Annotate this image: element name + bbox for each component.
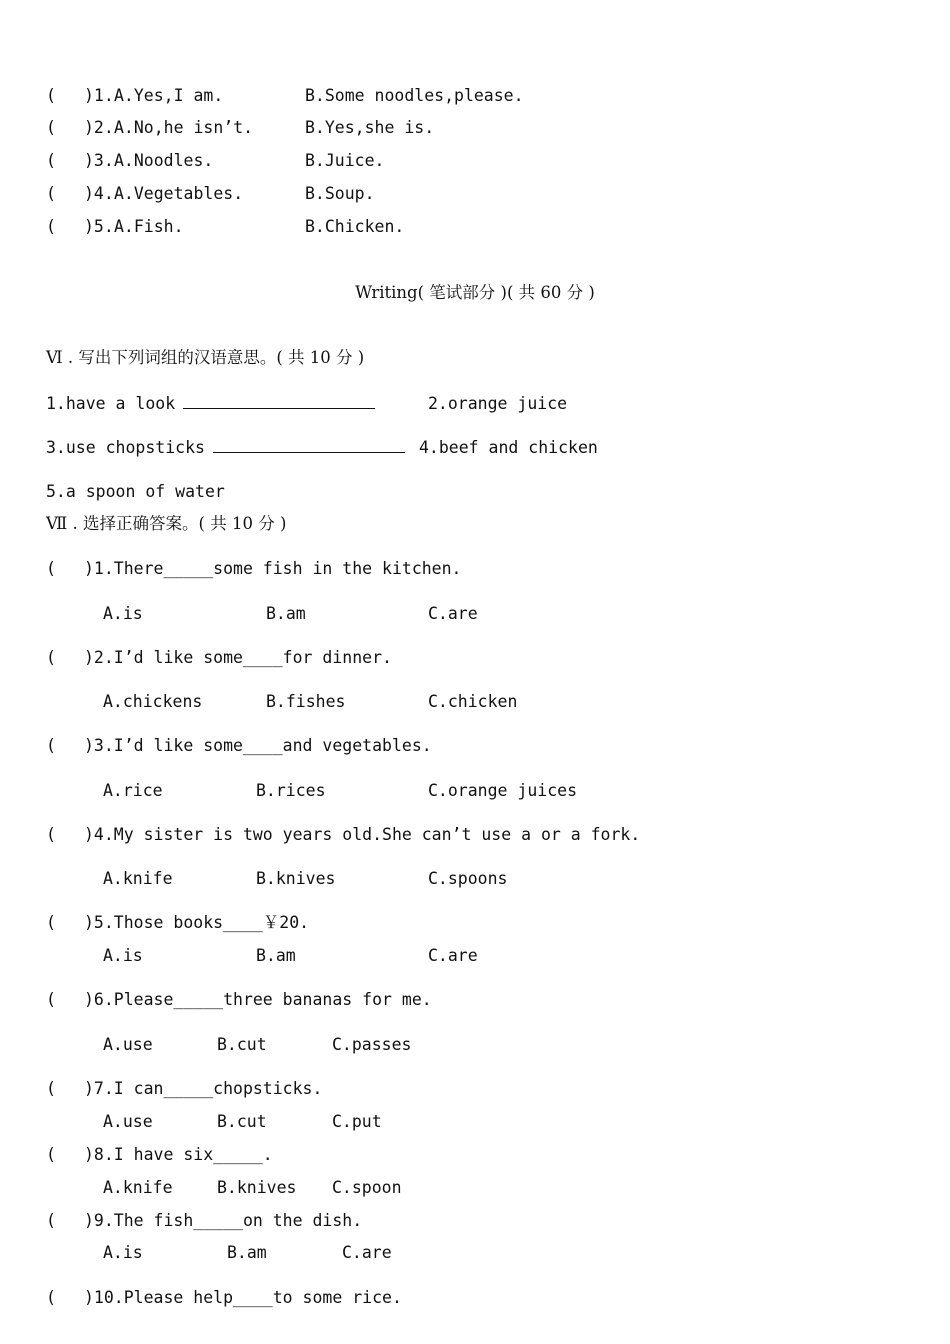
question-1: )1.There_____some fish in the kitchen. <box>84 559 462 578</box>
question-9: )9.The fish_____on the dish. <box>84 1211 363 1230</box>
question-5: )5.Those books____￥20. <box>84 913 310 932</box>
q3-option-a: A.rice <box>103 781 163 800</box>
paren: ( <box>46 151 56 170</box>
option-a: A.Vegetables. <box>114 184 244 203</box>
paren: ( <box>46 559 56 578</box>
q7-option-c: C.put <box>332 1112 382 1131</box>
paren: ( <box>46 1079 56 1098</box>
phrase-item-3 <box>46 438 405 458</box>
q2-option-b: B.fishes <box>266 692 346 711</box>
paren: ( <box>46 1145 56 1164</box>
question-8: )8.I have six_____. <box>84 1145 273 1164</box>
item-number: )2. <box>84 118 114 137</box>
q3-option-b: B.rices <box>256 781 326 800</box>
question-2: )2.I’d like some____for dinner. <box>84 648 392 667</box>
q5-option-a: A.is <box>103 946 143 965</box>
option-a: A.Fish. <box>114 217 184 236</box>
q7-option-b: B.cut <box>217 1112 267 1131</box>
q8-option-c: C.spoon <box>332 1178 402 1197</box>
option-a: A.No,he isn’t. <box>114 118 254 137</box>
q5-option-b: B.am <box>256 946 296 965</box>
option-b: B.Yes,she is. <box>305 118 435 137</box>
q2-option-c: C.chicken <box>428 692 518 711</box>
q4-option-b: B.knives <box>256 869 336 888</box>
q7-option-a: A.use <box>103 1112 153 1131</box>
paren: ( <box>46 184 56 203</box>
phrase-item-2: 2.orange juice <box>428 394 568 413</box>
option-b: B.Juice. <box>305 151 385 170</box>
item-number: )3. <box>84 151 114 170</box>
question-6: )6.Please_____three bananas for me. <box>84 990 432 1009</box>
paren: ( <box>46 736 56 755</box>
q1-option-c: C.are <box>428 604 478 623</box>
q4-option-c: C.spoons <box>428 869 508 888</box>
paren: ( <box>46 825 56 844</box>
phrase-text: 3.use chopsticks <box>46 438 205 457</box>
q9-option-a: A.is <box>103 1243 143 1262</box>
q1-option-b: B.am <box>266 604 306 623</box>
question-3: )3.I’d like some____and vegetables. <box>84 736 432 755</box>
q1-option-a: A.is <box>103 604 143 623</box>
item-number: )1. <box>84 86 114 105</box>
q2-option-a: A.chickens <box>103 692 203 711</box>
item-number: )5. <box>84 217 114 236</box>
option-b: B.Chicken. <box>305 217 405 236</box>
phrase-text: 1.have a look <box>46 394 176 413</box>
option-b: B.Some noodles,please. <box>305 86 524 105</box>
paren: ( <box>46 1288 56 1307</box>
answer-blank[interactable] <box>183 394 375 409</box>
phrase-item-5: 5.a spoon of water <box>46 482 225 501</box>
q8-option-b: B.knives <box>217 1178 297 1197</box>
q9-option-b: B.am <box>227 1243 267 1262</box>
phrase-item-4: 4.beef and chicken <box>419 438 598 457</box>
q6-option-a: A.use <box>103 1035 153 1054</box>
question-4: )4.My sister is two years old.She can’t use a or a fork. <box>84 825 641 844</box>
q3-option-c: C.orange juices <box>428 781 578 800</box>
option-a: A.Noodles. <box>114 151 214 170</box>
option-b: B.Soup. <box>305 184 375 203</box>
q8-option-a: A.knife <box>103 1178 173 1197</box>
paren: ( <box>46 217 56 236</box>
q6-option-c: C.passes <box>332 1035 412 1054</box>
writing-section-title: Writing( 笔试部分 )( 共 60 分 ) <box>355 283 595 302</box>
paren: ( <box>46 648 56 667</box>
option-a: A.Yes,I am. <box>114 86 224 105</box>
paren: ( <box>46 913 56 932</box>
q6-option-b: B.cut <box>217 1035 267 1054</box>
paren: ( <box>46 1211 56 1230</box>
q9-option-c: C.are <box>342 1243 392 1262</box>
question-7: )7.I can_____chopsticks. <box>84 1079 323 1098</box>
q5-option-c: C.are <box>428 946 478 965</box>
paren: ( <box>46 990 56 1009</box>
item-number: )4. <box>84 184 114 203</box>
section-7-heading: Ⅶ . 选择正确答案。( 共 10 分 ) <box>46 514 287 533</box>
q4-option-a: A.knife <box>103 869 173 888</box>
paren: ( <box>46 118 56 137</box>
question-10: )10.Please help____to some rice. <box>84 1288 402 1307</box>
paren: ( <box>46 86 56 105</box>
section-6-heading: Ⅵ . 写出下列词组的汉语意思。( 共 10 分 ) <box>46 348 365 367</box>
phrase-item-1 <box>46 394 375 414</box>
answer-blank[interactable] <box>213 438 405 453</box>
